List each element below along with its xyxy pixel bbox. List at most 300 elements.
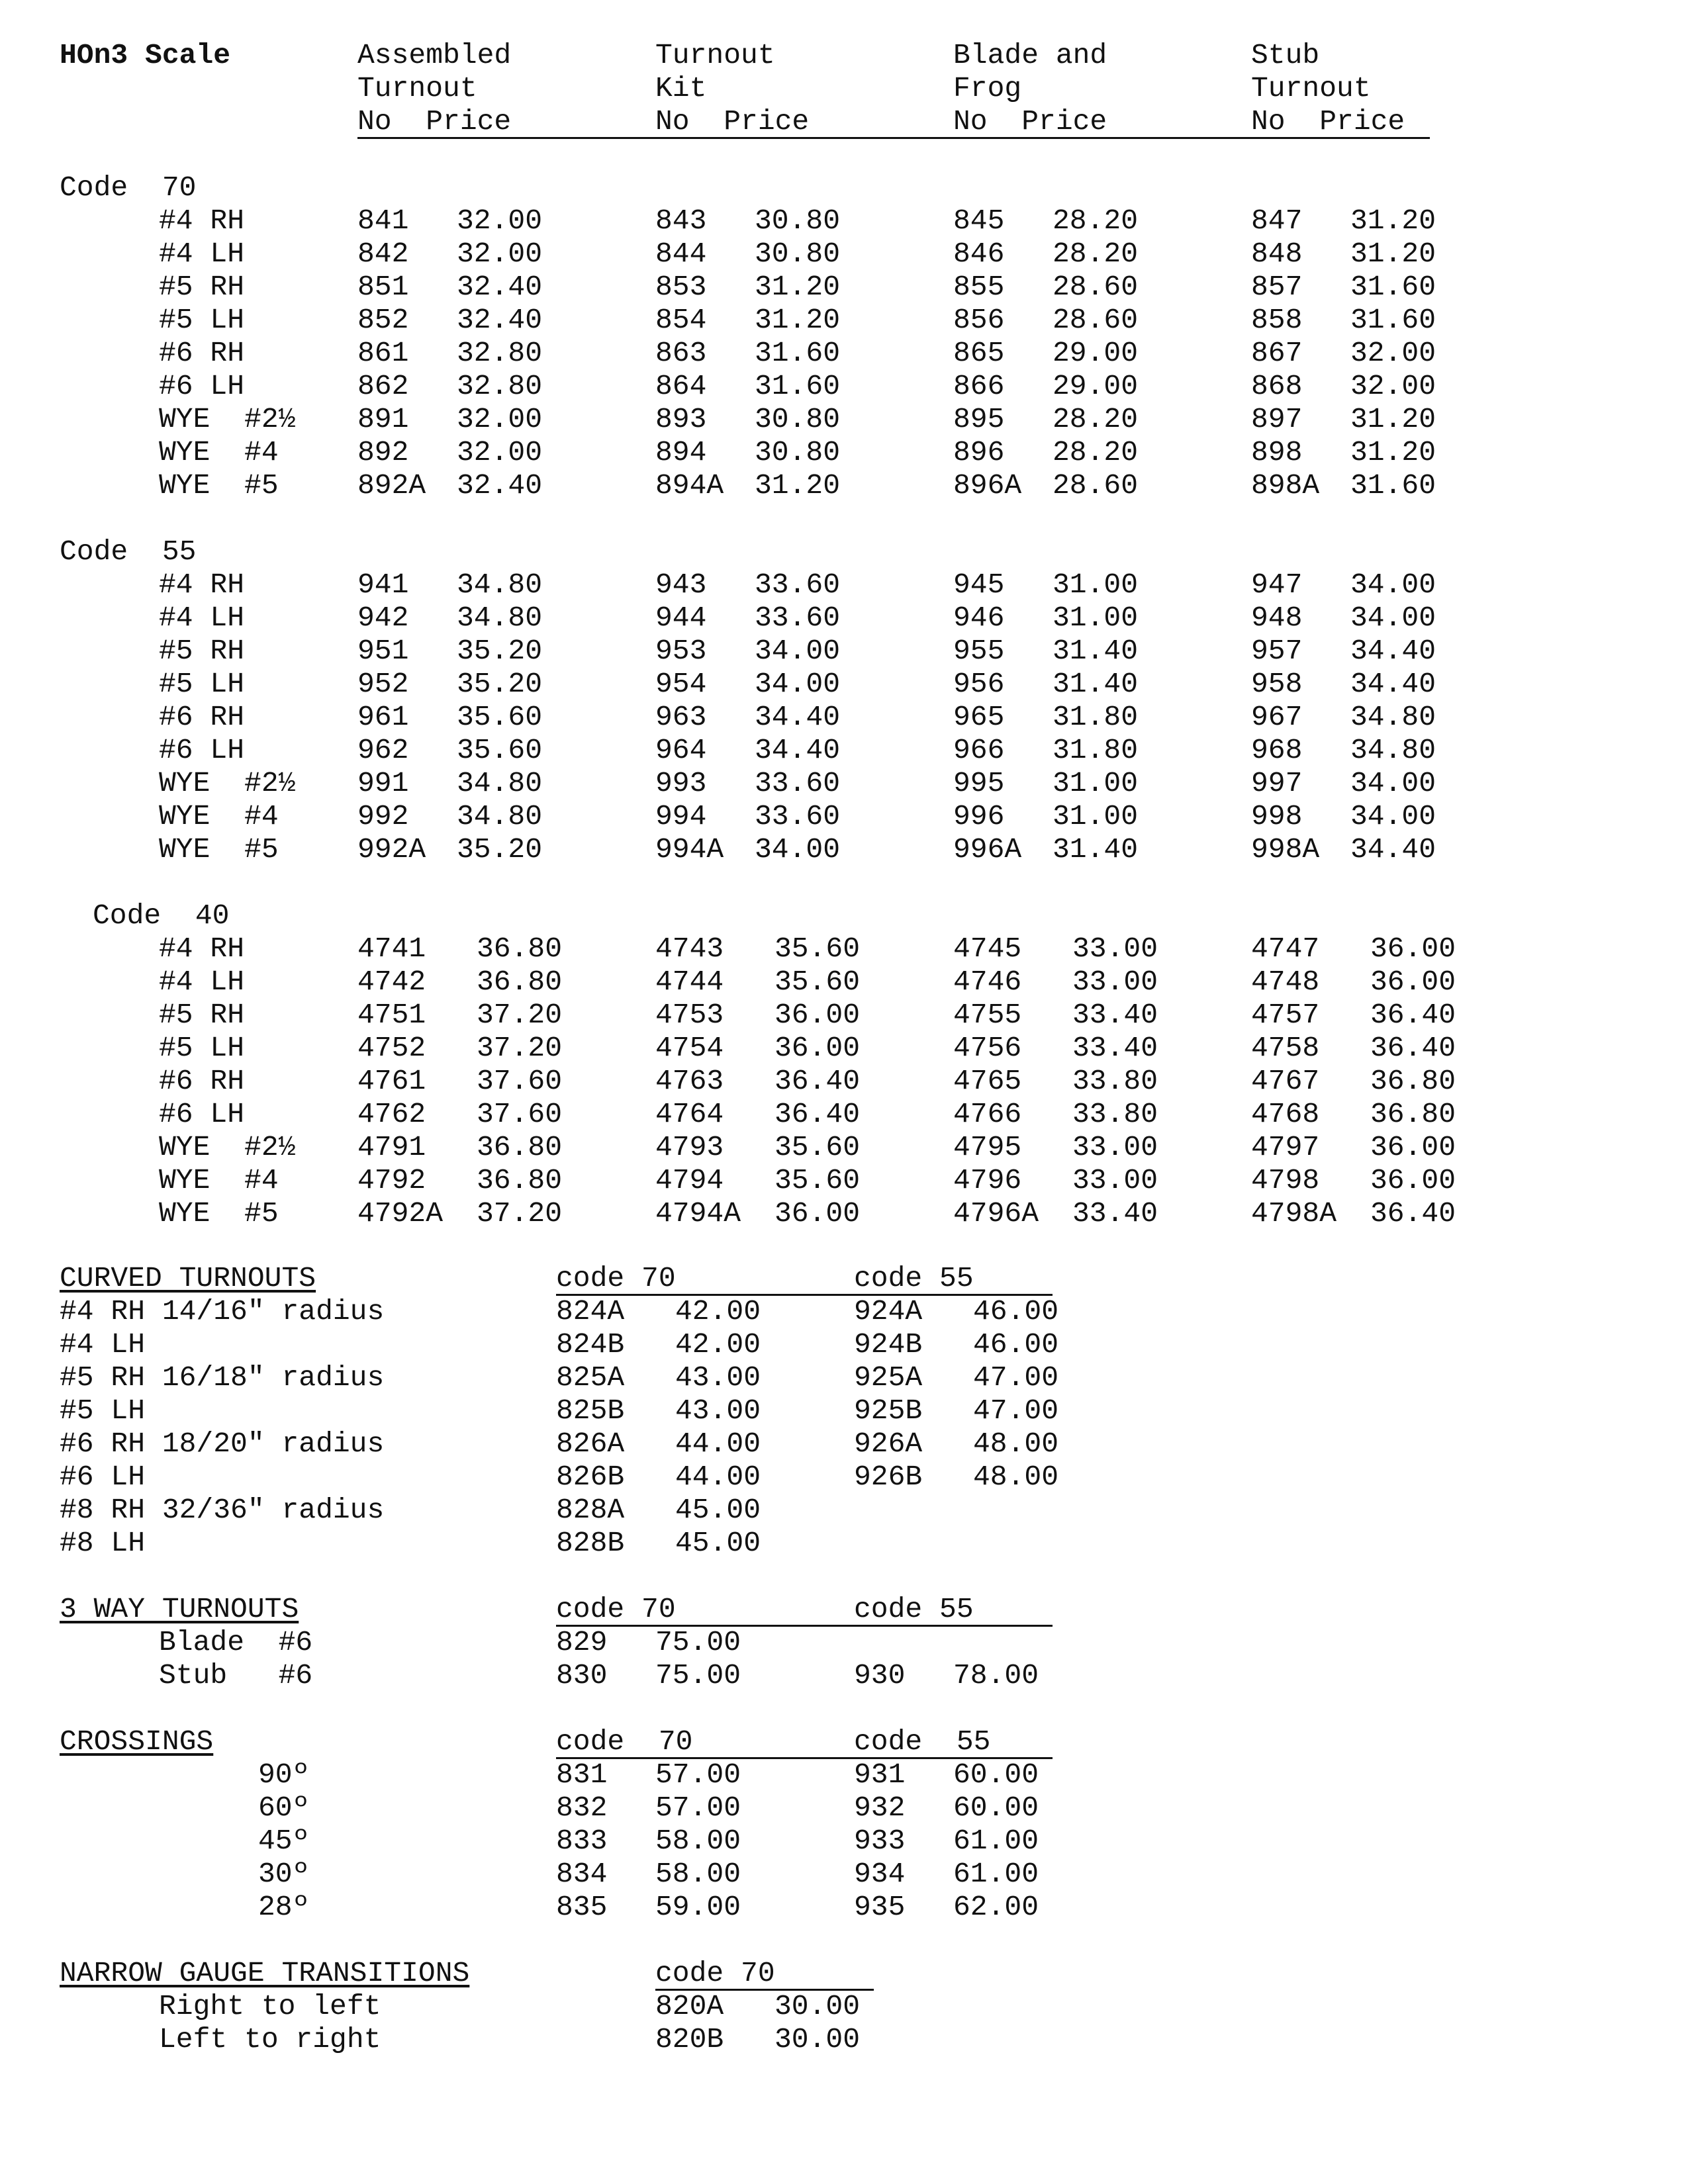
assembled-price: 37.20 — [477, 1032, 563, 1064]
stub-price: 36.40 — [1370, 999, 1456, 1031]
curved-code70-no: 824A — [556, 1295, 625, 1328]
blade-frog-no: 965 — [953, 701, 1005, 733]
curved-label: #4 RH 14/16" radius — [60, 1295, 385, 1328]
stub-no: 4747 — [1251, 933, 1320, 965]
curved-code55-price: 47.00 — [973, 1361, 1059, 1394]
crossing-code55-price: 61.00 — [953, 1825, 1039, 1857]
stub-price: 32.00 — [1350, 337, 1436, 369]
assembled-price: 37.20 — [477, 999, 563, 1031]
assembled-no: 892 — [357, 436, 409, 469]
crossing-code70-price: 59.00 — [655, 1891, 741, 1923]
kit-price: 33.60 — [755, 800, 841, 833]
transition-row — [0, 1989, 1688, 2024]
stub-no: 4767 — [1251, 1065, 1320, 1097]
blade-frog-price: 28.60 — [1053, 304, 1139, 336]
stub-no: 968 — [1251, 734, 1303, 766]
stub-no: 4757 — [1251, 999, 1320, 1031]
assembled-price: 34.80 — [457, 767, 543, 799]
threeway-code55-head: code 55 — [854, 1593, 974, 1625]
kit-price: 34.00 — [755, 668, 841, 700]
kit-price: 30.80 — [755, 403, 841, 435]
curved-code70-no: 824B — [556, 1328, 625, 1361]
blade-frog-price: 31.00 — [1053, 767, 1139, 799]
curved-code55-no: 925A — [854, 1361, 923, 1394]
table-row — [0, 369, 1688, 404]
blade-frog-price: 29.00 — [1053, 337, 1139, 369]
curved-row — [0, 1295, 1688, 1329]
curved-code70-price: 42.00 — [675, 1295, 761, 1328]
table-row — [0, 435, 1688, 470]
crossing-row — [0, 1857, 1688, 1891]
crossing-code70-no: 833 — [556, 1825, 608, 1857]
curved-label: #8 LH — [60, 1527, 146, 1559]
blade-frog-no: 4795 — [953, 1131, 1022, 1163]
item-label: WYE #4 — [159, 436, 279, 469]
kit-no: 894A — [655, 469, 724, 502]
kit-no: 4744 — [655, 966, 724, 998]
assembled-no: 951 — [357, 635, 409, 667]
blade-frog-no: 4745 — [953, 933, 1022, 965]
crossing-code70-no: 834 — [556, 1858, 608, 1890]
curved-code70-no: 828A — [556, 1494, 625, 1526]
threeway-title: 3 WAY TURNOUTS — [60, 1593, 299, 1625]
curved-code55-price: 48.00 — [973, 1461, 1059, 1493]
curved-code70-no: 826B — [556, 1461, 625, 1493]
assembled-no: 991 — [357, 767, 409, 799]
item-label: WYE #2½ — [159, 403, 296, 435]
item-label: #4 LH — [159, 602, 245, 634]
table-row — [0, 766, 1688, 801]
blade-frog-no: 845 — [953, 205, 1005, 237]
blade-frog-no: 966 — [953, 734, 1005, 766]
kit-price: 30.80 — [755, 436, 841, 469]
kit-price: 31.20 — [755, 304, 841, 336]
table-row — [0, 303, 1688, 338]
blade-frog-price: 33.40 — [1072, 1032, 1158, 1064]
kit-price: 31.20 — [755, 469, 841, 502]
transition-row — [0, 2023, 1688, 2057]
item-label: WYE #2½ — [159, 767, 296, 799]
crossing-code55-no: 932 — [854, 1792, 906, 1824]
stub-price: 36.80 — [1370, 1098, 1456, 1130]
curved-code70-no: 828B — [556, 1527, 625, 1559]
curved-label: #6 LH — [60, 1461, 146, 1493]
kit-price: 36.40 — [774, 1098, 861, 1130]
kit-no: 953 — [655, 635, 707, 667]
kit-price: 35.60 — [774, 933, 861, 965]
assembled-no: 4792A — [357, 1197, 444, 1230]
kit-no: 944 — [655, 602, 707, 634]
stub-no: 4798A — [1251, 1197, 1337, 1230]
blade-frog-no: 4755 — [953, 999, 1022, 1031]
stub-no: 998A — [1251, 833, 1320, 866]
transition-code70-no: 820A — [655, 1990, 724, 2023]
item-label: #4 LH — [159, 238, 245, 270]
transition-code70-price: 30.00 — [774, 1990, 861, 2023]
kit-no: 864 — [655, 370, 707, 402]
assembled-no: 942 — [357, 602, 409, 634]
stub-no: 897 — [1251, 403, 1303, 435]
curved-title: CURVED TURNOUTS — [60, 1262, 316, 1295]
stub-price: 34.00 — [1350, 602, 1436, 634]
stub-price: 32.00 — [1350, 370, 1436, 402]
kit-price: 31.60 — [755, 337, 841, 369]
table-row — [0, 667, 1688, 702]
stub-price: 34.40 — [1350, 668, 1436, 700]
blade-frog-price: 33.00 — [1072, 966, 1158, 998]
threeway-header — [0, 1592, 1688, 1627]
item-label: #4 LH — [159, 966, 245, 998]
curved-row — [0, 1493, 1688, 1527]
group-title-row — [0, 535, 1688, 569]
kit-no: 853 — [655, 271, 707, 303]
item-label: #5 RH — [159, 635, 245, 667]
col-stub-no-price: No Price — [1251, 105, 1405, 138]
kit-no: 4764 — [655, 1098, 724, 1130]
curved-code70-no: 825B — [556, 1394, 625, 1427]
assembled-price: 34.80 — [457, 602, 543, 634]
transitions-code70-head: code 70 — [655, 1957, 775, 1989]
kit-no: 4794 — [655, 1164, 724, 1197]
crossing-code70-no: 835 — [556, 1891, 608, 1923]
table-row — [0, 601, 1688, 635]
curved-code70-head: code 70 — [556, 1262, 676, 1295]
item-label: #4 RH — [159, 205, 245, 237]
curved-label: #4 LH — [60, 1328, 146, 1361]
kit-price: 35.60 — [774, 966, 861, 998]
stub-price: 34.40 — [1350, 833, 1436, 866]
assembled-no: 992A — [357, 833, 426, 866]
header-line-1 — [0, 38, 1688, 73]
blade-frog-price: 28.20 — [1053, 205, 1139, 237]
crossing-angle: 45º — [258, 1825, 310, 1857]
stub-price: 34.80 — [1350, 701, 1436, 733]
col-assembled-line1: Assembled — [357, 39, 512, 71]
stub-price: 34.00 — [1350, 767, 1436, 799]
item-label: #6 LH — [159, 370, 245, 402]
blade-frog-no: 4766 — [953, 1098, 1022, 1130]
assembled-no: 4741 — [357, 933, 426, 965]
stub-no: 848 — [1251, 238, 1303, 270]
kit-no: 964 — [655, 734, 707, 766]
crossing-row — [0, 1890, 1688, 1925]
curved-code70-price: 44.00 — [675, 1461, 761, 1493]
threeway-label: Blade #6 — [159, 1626, 313, 1659]
kit-no: 4794A — [655, 1197, 741, 1230]
crossing-code55-price: 60.00 — [953, 1792, 1039, 1824]
crossing-row — [0, 1791, 1688, 1825]
col-blade-line2: Frog — [953, 72, 1022, 105]
item-label: WYE #5 — [159, 469, 279, 502]
stub-no: 958 — [1251, 668, 1303, 700]
crossing-code55-no: 931 — [854, 1758, 906, 1791]
crossing-angle: 28º — [258, 1891, 310, 1923]
kit-price: 31.20 — [755, 271, 841, 303]
blade-frog-price: 31.40 — [1053, 635, 1139, 667]
crossing-code70-no: 831 — [556, 1758, 608, 1791]
assembled-price: 32.80 — [457, 370, 543, 402]
blade-frog-price: 31.00 — [1053, 602, 1139, 634]
kit-price: 30.80 — [755, 238, 841, 270]
stub-no: 4758 — [1251, 1032, 1320, 1064]
transitions-header — [0, 1956, 1688, 1991]
assembled-price: 32.80 — [457, 337, 543, 369]
curved-row — [0, 1394, 1688, 1428]
threeway-code70-no: 830 — [556, 1659, 608, 1692]
kit-no: 963 — [655, 701, 707, 733]
curved-label: #6 RH 18/20" radius — [60, 1428, 385, 1460]
blade-frog-no: 956 — [953, 668, 1005, 700]
curved-code70-no: 825A — [556, 1361, 625, 1394]
col-kit-line1: Turnout — [655, 39, 775, 71]
table-row — [0, 336, 1688, 371]
blade-frog-no: 4765 — [953, 1065, 1022, 1097]
stub-no: 957 — [1251, 635, 1303, 667]
assembled-no: 4742 — [357, 966, 426, 998]
item-label: #6 LH — [159, 734, 245, 766]
group-title: Code 55 — [60, 535, 197, 568]
stub-price: 34.80 — [1350, 734, 1436, 766]
blade-frog-no: 865 — [953, 337, 1005, 369]
kit-price: 36.00 — [774, 1032, 861, 1064]
curved-code55-no: 926A — [854, 1428, 923, 1460]
kit-no: 4754 — [655, 1032, 724, 1064]
stub-price: 36.40 — [1370, 1032, 1456, 1064]
item-label: #4 RH — [159, 569, 245, 601]
stub-price: 31.60 — [1350, 271, 1436, 303]
col-stub-line1: Stub — [1251, 39, 1320, 71]
table-row — [0, 634, 1688, 668]
item-label: WYE #5 — [159, 833, 279, 866]
threeway-code70-price: 75.00 — [655, 1626, 741, 1659]
crossing-code70-no: 832 — [556, 1792, 608, 1824]
curved-code70-price: 45.00 — [675, 1527, 761, 1559]
table-row — [0, 833, 1688, 867]
curved-code55-price: 46.00 — [973, 1295, 1059, 1328]
blade-frog-price: 31.00 — [1053, 569, 1139, 601]
curved-label: #5 RH 16/18" radius — [60, 1361, 385, 1394]
blade-frog-price: 33.00 — [1072, 933, 1158, 965]
stub-no: 4768 — [1251, 1098, 1320, 1130]
kit-price: 33.60 — [755, 767, 841, 799]
curved-code55-price: 48.00 — [973, 1428, 1059, 1460]
table-row — [0, 1097, 1688, 1132]
assembled-no: 962 — [357, 734, 409, 766]
blade-frog-no: 996 — [953, 800, 1005, 833]
kit-no: 954 — [655, 668, 707, 700]
curved-code70-price: 43.00 — [675, 1361, 761, 1394]
assembled-no: 861 — [357, 337, 409, 369]
assembled-no: 842 — [357, 238, 409, 270]
item-label: #5 RH — [159, 999, 245, 1031]
item-label: WYE #5 — [159, 1197, 279, 1230]
blade-frog-no: 955 — [953, 635, 1005, 667]
item-label: #6 RH — [159, 701, 245, 733]
item-label: #6 LH — [159, 1098, 245, 1130]
stub-price: 31.20 — [1350, 436, 1436, 469]
assembled-price: 32.00 — [457, 238, 543, 270]
kit-no: 894 — [655, 436, 707, 469]
assembled-no: 941 — [357, 569, 409, 601]
stub-no: 867 — [1251, 337, 1303, 369]
stub-price: 36.40 — [1370, 1197, 1456, 1230]
crossing-code55-price: 61.00 — [953, 1858, 1039, 1890]
crossing-angle: 60º — [258, 1792, 310, 1824]
kit-price: 36.40 — [774, 1065, 861, 1097]
kit-no: 4763 — [655, 1065, 724, 1097]
blade-frog-no: 896A — [953, 469, 1022, 502]
curved-code55-price: 47.00 — [973, 1394, 1059, 1427]
blade-frog-price: 33.00 — [1072, 1164, 1158, 1197]
crossings-header — [0, 1725, 1688, 1759]
assembled-price: 32.40 — [457, 271, 543, 303]
col-blade-line1: Blade and — [953, 39, 1107, 71]
kit-price: 33.60 — [755, 569, 841, 601]
crossing-row — [0, 1824, 1688, 1858]
item-label: WYE #2½ — [159, 1131, 296, 1163]
stub-no: 847 — [1251, 205, 1303, 237]
crossing-code55-no: 935 — [854, 1891, 906, 1923]
kit-price: 31.60 — [755, 370, 841, 402]
blade-frog-price: 31.40 — [1053, 668, 1139, 700]
table-row — [0, 568, 1688, 602]
blade-frog-price: 33.40 — [1072, 999, 1158, 1031]
crossing-row — [0, 1758, 1688, 1792]
transition-code70-no: 820B — [655, 2023, 724, 2056]
kit-no: 4743 — [655, 933, 724, 965]
blade-frog-no: 895 — [953, 403, 1005, 435]
blade-frog-no: 4746 — [953, 966, 1022, 998]
kit-price: 34.40 — [755, 734, 841, 766]
blade-frog-no: 846 — [953, 238, 1005, 270]
threeway-code55-no: 930 — [854, 1659, 906, 1692]
kit-no: 863 — [655, 337, 707, 369]
assembled-price: 36.80 — [477, 1131, 563, 1163]
threeway-row — [0, 1625, 1688, 1660]
table-row — [0, 1163, 1688, 1198]
stub-no: 947 — [1251, 569, 1303, 601]
blade-frog-price: 31.80 — [1053, 701, 1139, 733]
blade-frog-price: 29.00 — [1053, 370, 1139, 402]
kit-price: 35.60 — [774, 1131, 861, 1163]
blade-frog-price: 31.40 — [1053, 833, 1139, 866]
kit-price: 34.40 — [755, 701, 841, 733]
col-assembled-line2: Turnout — [357, 72, 477, 105]
assembled-no: 4791 — [357, 1131, 426, 1163]
assembled-price: 36.80 — [477, 933, 563, 965]
item-label: WYE #4 — [159, 800, 279, 833]
assembled-no: 992 — [357, 800, 409, 833]
crossing-code55-price: 62.00 — [953, 1891, 1039, 1923]
blade-frog-no: 996A — [953, 833, 1022, 866]
header-line-3 — [0, 105, 1688, 139]
kit-no: 993 — [655, 767, 707, 799]
assembled-price: 32.00 — [457, 403, 543, 435]
kit-no: 854 — [655, 304, 707, 336]
stub-price: 34.00 — [1350, 800, 1436, 833]
curved-row — [0, 1526, 1688, 1561]
header-line-2 — [0, 71, 1688, 106]
assembled-price: 35.60 — [457, 734, 543, 766]
scale-title: HOn3 Scale — [60, 39, 231, 71]
stub-price: 31.60 — [1350, 304, 1436, 336]
assembled-price: 36.80 — [477, 1164, 563, 1197]
threeway-code70-price: 75.00 — [655, 1659, 741, 1692]
assembled-price: 34.80 — [457, 800, 543, 833]
col-kit-no-price: No Price — [655, 105, 810, 138]
crossing-code55-no: 933 — [854, 1825, 906, 1857]
stub-price: 34.00 — [1350, 569, 1436, 601]
table-row — [0, 1064, 1688, 1099]
stub-price: 34.40 — [1350, 635, 1436, 667]
table-row — [0, 237, 1688, 271]
curved-code70-price: 45.00 — [675, 1494, 761, 1526]
curved-code70-price: 44.00 — [675, 1428, 761, 1460]
curved-row — [0, 1427, 1688, 1461]
blade-frog-price: 31.00 — [1053, 800, 1139, 833]
kit-no: 994A — [655, 833, 724, 866]
blade-frog-price: 31.80 — [1053, 734, 1139, 766]
crossing-code70-price: 58.00 — [655, 1858, 741, 1890]
threeway-code70-head: code 70 — [556, 1593, 676, 1625]
table-row — [0, 1130, 1688, 1165]
crossing-code55-price: 60.00 — [953, 1758, 1039, 1791]
transition-label: Right to left — [159, 1990, 381, 2023]
item-label: #5 LH — [159, 304, 245, 336]
curved-row — [0, 1361, 1688, 1395]
blade-frog-price: 28.20 — [1053, 403, 1139, 435]
assembled-price: 37.60 — [477, 1065, 563, 1097]
blade-frog-no: 855 — [953, 271, 1005, 303]
col-assembled-no-price: No Price — [357, 105, 512, 138]
assembled-no: 4761 — [357, 1065, 426, 1097]
kit-price: 35.60 — [774, 1164, 861, 1197]
table-row — [0, 965, 1688, 999]
assembled-no: 862 — [357, 370, 409, 402]
assembled-no: 892A — [357, 469, 426, 502]
transition-code70-price: 30.00 — [774, 2023, 861, 2056]
item-label: #5 LH — [159, 668, 245, 700]
curved-code55-no: 926B — [854, 1461, 923, 1493]
table-row — [0, 700, 1688, 735]
table-row — [0, 733, 1688, 768]
item-label: #5 RH — [159, 271, 245, 303]
kit-no: 843 — [655, 205, 707, 237]
assembled-price: 35.60 — [457, 701, 543, 733]
kit-price: 30.80 — [755, 205, 841, 237]
assembled-no: 4762 — [357, 1098, 426, 1130]
stub-price: 31.20 — [1350, 238, 1436, 270]
stub-no: 898 — [1251, 436, 1303, 469]
curved-code70-no: 826A — [556, 1428, 625, 1460]
blade-frog-price: 28.20 — [1053, 436, 1139, 469]
table-row — [0, 270, 1688, 304]
table-row — [0, 1031, 1688, 1066]
curved-row — [0, 1328, 1688, 1362]
assembled-no: 841 — [357, 205, 409, 237]
threeway-code55-price: 78.00 — [953, 1659, 1039, 1692]
threeway-row — [0, 1659, 1688, 1693]
col-blade-no-price: No Price — [953, 105, 1107, 138]
blade-frog-no: 856 — [953, 304, 1005, 336]
assembled-price: 35.20 — [457, 635, 543, 667]
kit-no: 4793 — [655, 1131, 724, 1163]
table-row — [0, 998, 1688, 1032]
curved-row — [0, 1460, 1688, 1494]
assembled-price: 34.80 — [457, 569, 543, 601]
assembled-price: 32.40 — [457, 304, 543, 336]
transitions-title: NARROW GAUGE TRANSITIONS — [60, 1957, 470, 1989]
